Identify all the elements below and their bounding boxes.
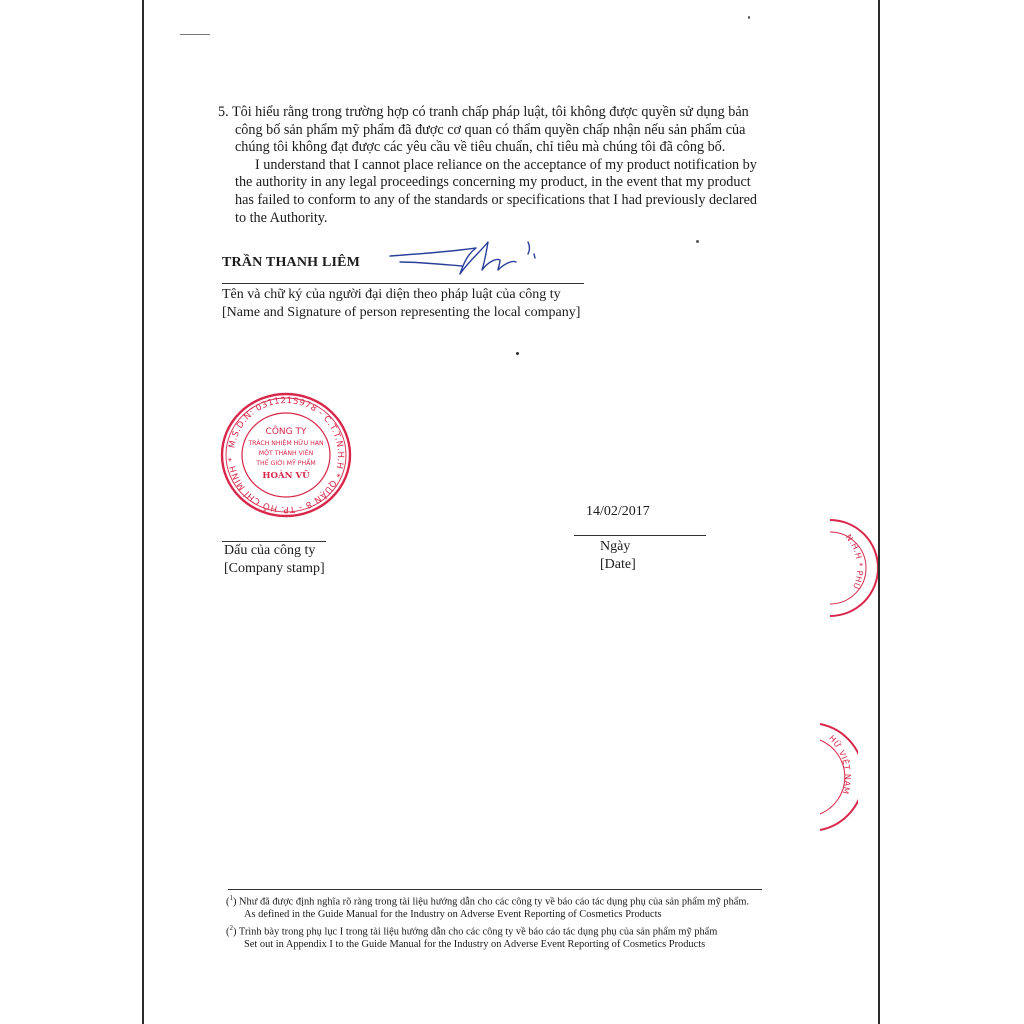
signature-caption-en: [Name and Signature of person representing the local company] xyxy=(222,305,581,320)
clause-5-en-line-1: I understand that I cannot place reliance on the acceptance of my product notification by xyxy=(255,156,757,173)
scan-speck xyxy=(748,16,750,19)
clause-5 xyxy=(218,104,798,227)
scan-speck xyxy=(180,34,210,35)
clause-5-vi-line-1: 5. Tôi hiểu rằng trong trường hợp có tranh chấp pháp luật, tôi không được quyền sử dụng bản xyxy=(218,104,749,120)
scan-margin-left xyxy=(0,0,142,1024)
signature-caption-vi: Tên và chữ ký của người đại diện theo pháp luật của công ty xyxy=(222,287,561,302)
svg-text:THẾ GIỚI MỸ PHẨM: THẾ GIỚI MỸ PHẨM xyxy=(256,460,316,467)
footnote-1-en: As defined in the Guide Manual for the Industry on Adverse Event Reporting of Cosmetics Products xyxy=(244,909,662,921)
edge-stamp-lower xyxy=(818,722,858,832)
stamp-caption xyxy=(224,542,325,578)
scan-margin-right xyxy=(880,0,1024,1024)
svg-text:MỘT THÀNH VIÊN: MỘT THÀNH VIÊN xyxy=(258,450,314,457)
date-line xyxy=(574,535,706,536)
clause-5-en-line-3: has failed to conform to any of the standards or specifications that I had previously declared xyxy=(235,191,758,208)
date-caption-vi: Ngày xyxy=(600,539,631,554)
footnote-1-mark: 1 xyxy=(229,894,233,902)
footnote-2-vi: ($^2$) Trình bày trong phụ lục I trong tài liệu hướng dẫn cho các công ty về báo cáo tác dụng phụ của sản phẩm mỹ phẩm xyxy=(226,924,718,938)
svg-text:HỮ VIỆT NAM: HỮ VIỆT NAM xyxy=(827,733,852,796)
svg-text:HOÀN VŨ: HOÀN VŨ xyxy=(262,471,310,481)
company-stamp-seal xyxy=(218,390,354,520)
svg-text:N.H.H * PHÚ: N.H.H * PHÚ xyxy=(843,532,865,591)
svg-text:TRÁCH NHIỆM HỮU HẠN: TRÁCH NHIỆM HỮU HẠN xyxy=(248,440,324,447)
stamp-caption-vi: Dấu của công ty xyxy=(224,543,316,558)
scan-speck xyxy=(516,352,519,355)
signature-line xyxy=(222,283,584,284)
footnote-separator xyxy=(228,889,762,890)
signature-caption xyxy=(222,286,580,322)
scan-speck xyxy=(696,240,699,243)
date-caption-en: [Date] xyxy=(600,557,636,572)
clause-5-en-line-2: the authority in any legal proceedings concerning my product, in the event that my product xyxy=(235,174,751,191)
clause-number: 5. xyxy=(218,104,229,120)
footnote-2-mark: 2 xyxy=(229,924,233,933)
edge-stamp-upper xyxy=(826,518,878,618)
clause-5-en-line-4: to the Authority. xyxy=(235,209,328,226)
handwritten-signature xyxy=(388,232,548,282)
date-caption xyxy=(600,538,636,574)
clause-5-vi-line-3: chúng tôi không đạt được các yêu cầu về tiêu chuẩn, chỉ tiêu mà chúng tôi đã công bố. xyxy=(235,139,726,156)
clause-5-vi-line-2: công bố sản phẩm mỹ phẩm đã được cơ quan có thẩm quyền chấp nhận nếu sản phẩm của xyxy=(235,121,746,138)
svg-text:M.S.D.N: 0311215978 - C.T.T.N.: M.S.D.N: 0311215978 - C.T.T.N.H.H * QUẬN 8 - TP. HỒ CHÍ MINH * xyxy=(226,395,346,515)
footnote-2-en: Set out in Appendix I to the Guide Manual for the Industry on Adverse Event Reporting of Cosmetics Products xyxy=(244,939,706,951)
date-value: 14/02/2017 xyxy=(586,504,650,519)
signatory-name: TRẦN THANH LIÊM xyxy=(222,255,361,270)
footnote-1-vi: ($^1$) Như đã được định nghĩa rõ ràng trong tài liệu hướng dẫn cho các công ty về báo cáo tác dụng phụ của sản phẩm mỹ phẩm. xyxy=(226,894,750,908)
stamp-caption-en: [Company stamp] xyxy=(224,561,325,576)
footnotes xyxy=(226,892,806,952)
svg-text:CÔNG TY: CÔNG TY xyxy=(265,427,307,437)
